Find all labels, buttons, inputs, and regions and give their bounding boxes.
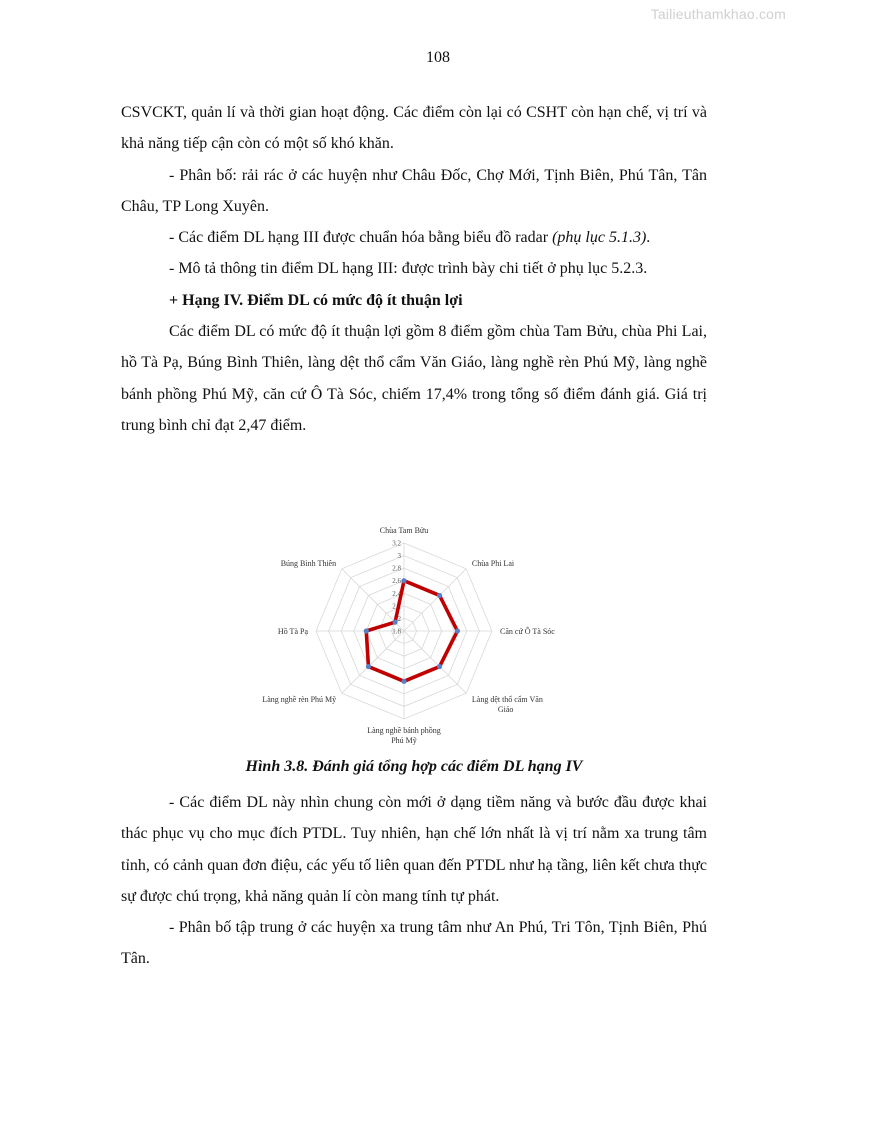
paragraph: Các điểm DL có mức độ ít thuận lợi gồm 8 điểm gồm chùa Tam Bửu, chùa Phi Lai, hồ Tà Pạ, Búng Bình Thiên, làng dệt thổ cẩm Văn Giáo, làng nghề rèn Phú Mỹ, làng nghề bánh phồng Phú Mỹ, căn cứ Ô Tà Sóc, chiếm 17,4% trong tổng số điểm đánh giá. Giá trị trung bình chỉ đạt 2,47 điểm.	[121, 323, 707, 434]
data-point	[401, 578, 406, 583]
paragraph: - Phân bố tập trung ở các huyện xa trung tâm như An Phú, Tri Tôn, Tịnh Biên, Phú Tân.	[121, 919, 707, 968]
paragraph: - Phân bố: rải rác ở các huyện như Châu Đốc, Chợ Mới, Tịnh Biên, Phú Tân, Tân Châu, TP Long Xuyên.	[121, 166, 707, 215]
paragraph: - Mô tả thông tin điểm DL hạng III: được trình bày chi tiết ở phụ lục 5.2.3.	[169, 260, 648, 278]
grid-spoke	[342, 631, 404, 693]
data-point	[364, 628, 369, 633]
data-point	[401, 679, 406, 684]
category-label	[472, 559, 515, 568]
figure-caption: Hình 3.8. Đánh giá tổng hợp các điểm DL hạng IV	[245, 758, 583, 775]
data-point	[366, 664, 371, 669]
paragraph: CSVCKT, quản lí và thời gian hoạt động. Các điểm còn lại có CSHT còn hạn chế, vị trí và khả năng tiếp cận còn có một số khó khăn.	[121, 104, 707, 153]
tick-label: 2.8	[392, 564, 401, 573]
section-heading: + Hạng IV. Điểm DL có mức độ ít thuận lợi	[169, 291, 463, 309]
grid-spoke	[404, 569, 466, 631]
data-point	[437, 593, 442, 598]
page-number: 108	[426, 49, 450, 66]
body-text-top	[121, 97, 707, 441]
category-label-line: Làng nghề bánh phồng	[367, 726, 441, 735]
category-label-line: Chùa Tam Bửu	[379, 526, 429, 535]
body-text-bottom	[121, 787, 707, 975]
category-label-line: Chùa Phi Lai	[471, 559, 515, 569]
tick-label: 2.6	[392, 577, 401, 586]
category-label-line: Hồ Tà Pạ	[277, 627, 308, 636]
category-label-line: Làng dệt thổ cẩm Văn	[471, 694, 543, 704]
category-label	[500, 626, 555, 636]
category-label-line: Căn cứ Ô Tà Sóc	[500, 627, 555, 636]
tick-label: 3	[397, 552, 401, 561]
category-label	[278, 627, 309, 636]
category-label	[281, 559, 336, 568]
category-label	[472, 695, 543, 714]
tick-label: 3.2	[392, 539, 401, 548]
watermark: Tailieuthamkhao.com	[650, 6, 786, 22]
tick-label: 1.8	[392, 627, 401, 636]
data-point	[437, 664, 442, 669]
tick-label: 2.2	[392, 602, 401, 611]
category-label-line: Làng nghề rèn Phú Mỹ	[262, 694, 337, 704]
category-label	[367, 726, 441, 745]
data-point	[455, 628, 460, 633]
grid-spoke	[404, 631, 466, 693]
category-label-line: Phú Mỹ	[391, 736, 417, 745]
paragraph: - Các điểm DL này nhìn chung còn mới ở dạng tiềm năng và bước đầu được khai thác phục vụ cho mục đích PTDL. Tuy nhiên, hạn chế lớn nhất là vị trí nằm xa trung tâm tỉnh, có cảnh quan đơn điệu, các yếu tố liên quan đến PTDL như hạ tầng, liên kết chưa thực sự được chú trọng, khả năng quản lí còn mang tính tự phát.	[121, 794, 707, 905]
tick-label: 2	[397, 614, 401, 623]
category-label-line: Búng Bình Thiên	[280, 559, 337, 569]
radar-chart	[262, 524, 555, 746]
tick-label: 2.4	[392, 589, 401, 598]
radar-chart-svg	[262, 524, 555, 746]
paragraph: - Các điểm DL hạng III được chuẩn hóa bằng biểu đồ radar (phụ lục 5.1.3).	[169, 229, 651, 247]
category-label	[262, 695, 336, 704]
category-label	[380, 526, 429, 535]
category-label-line: Giáo	[497, 704, 514, 714]
data-point	[393, 620, 398, 625]
